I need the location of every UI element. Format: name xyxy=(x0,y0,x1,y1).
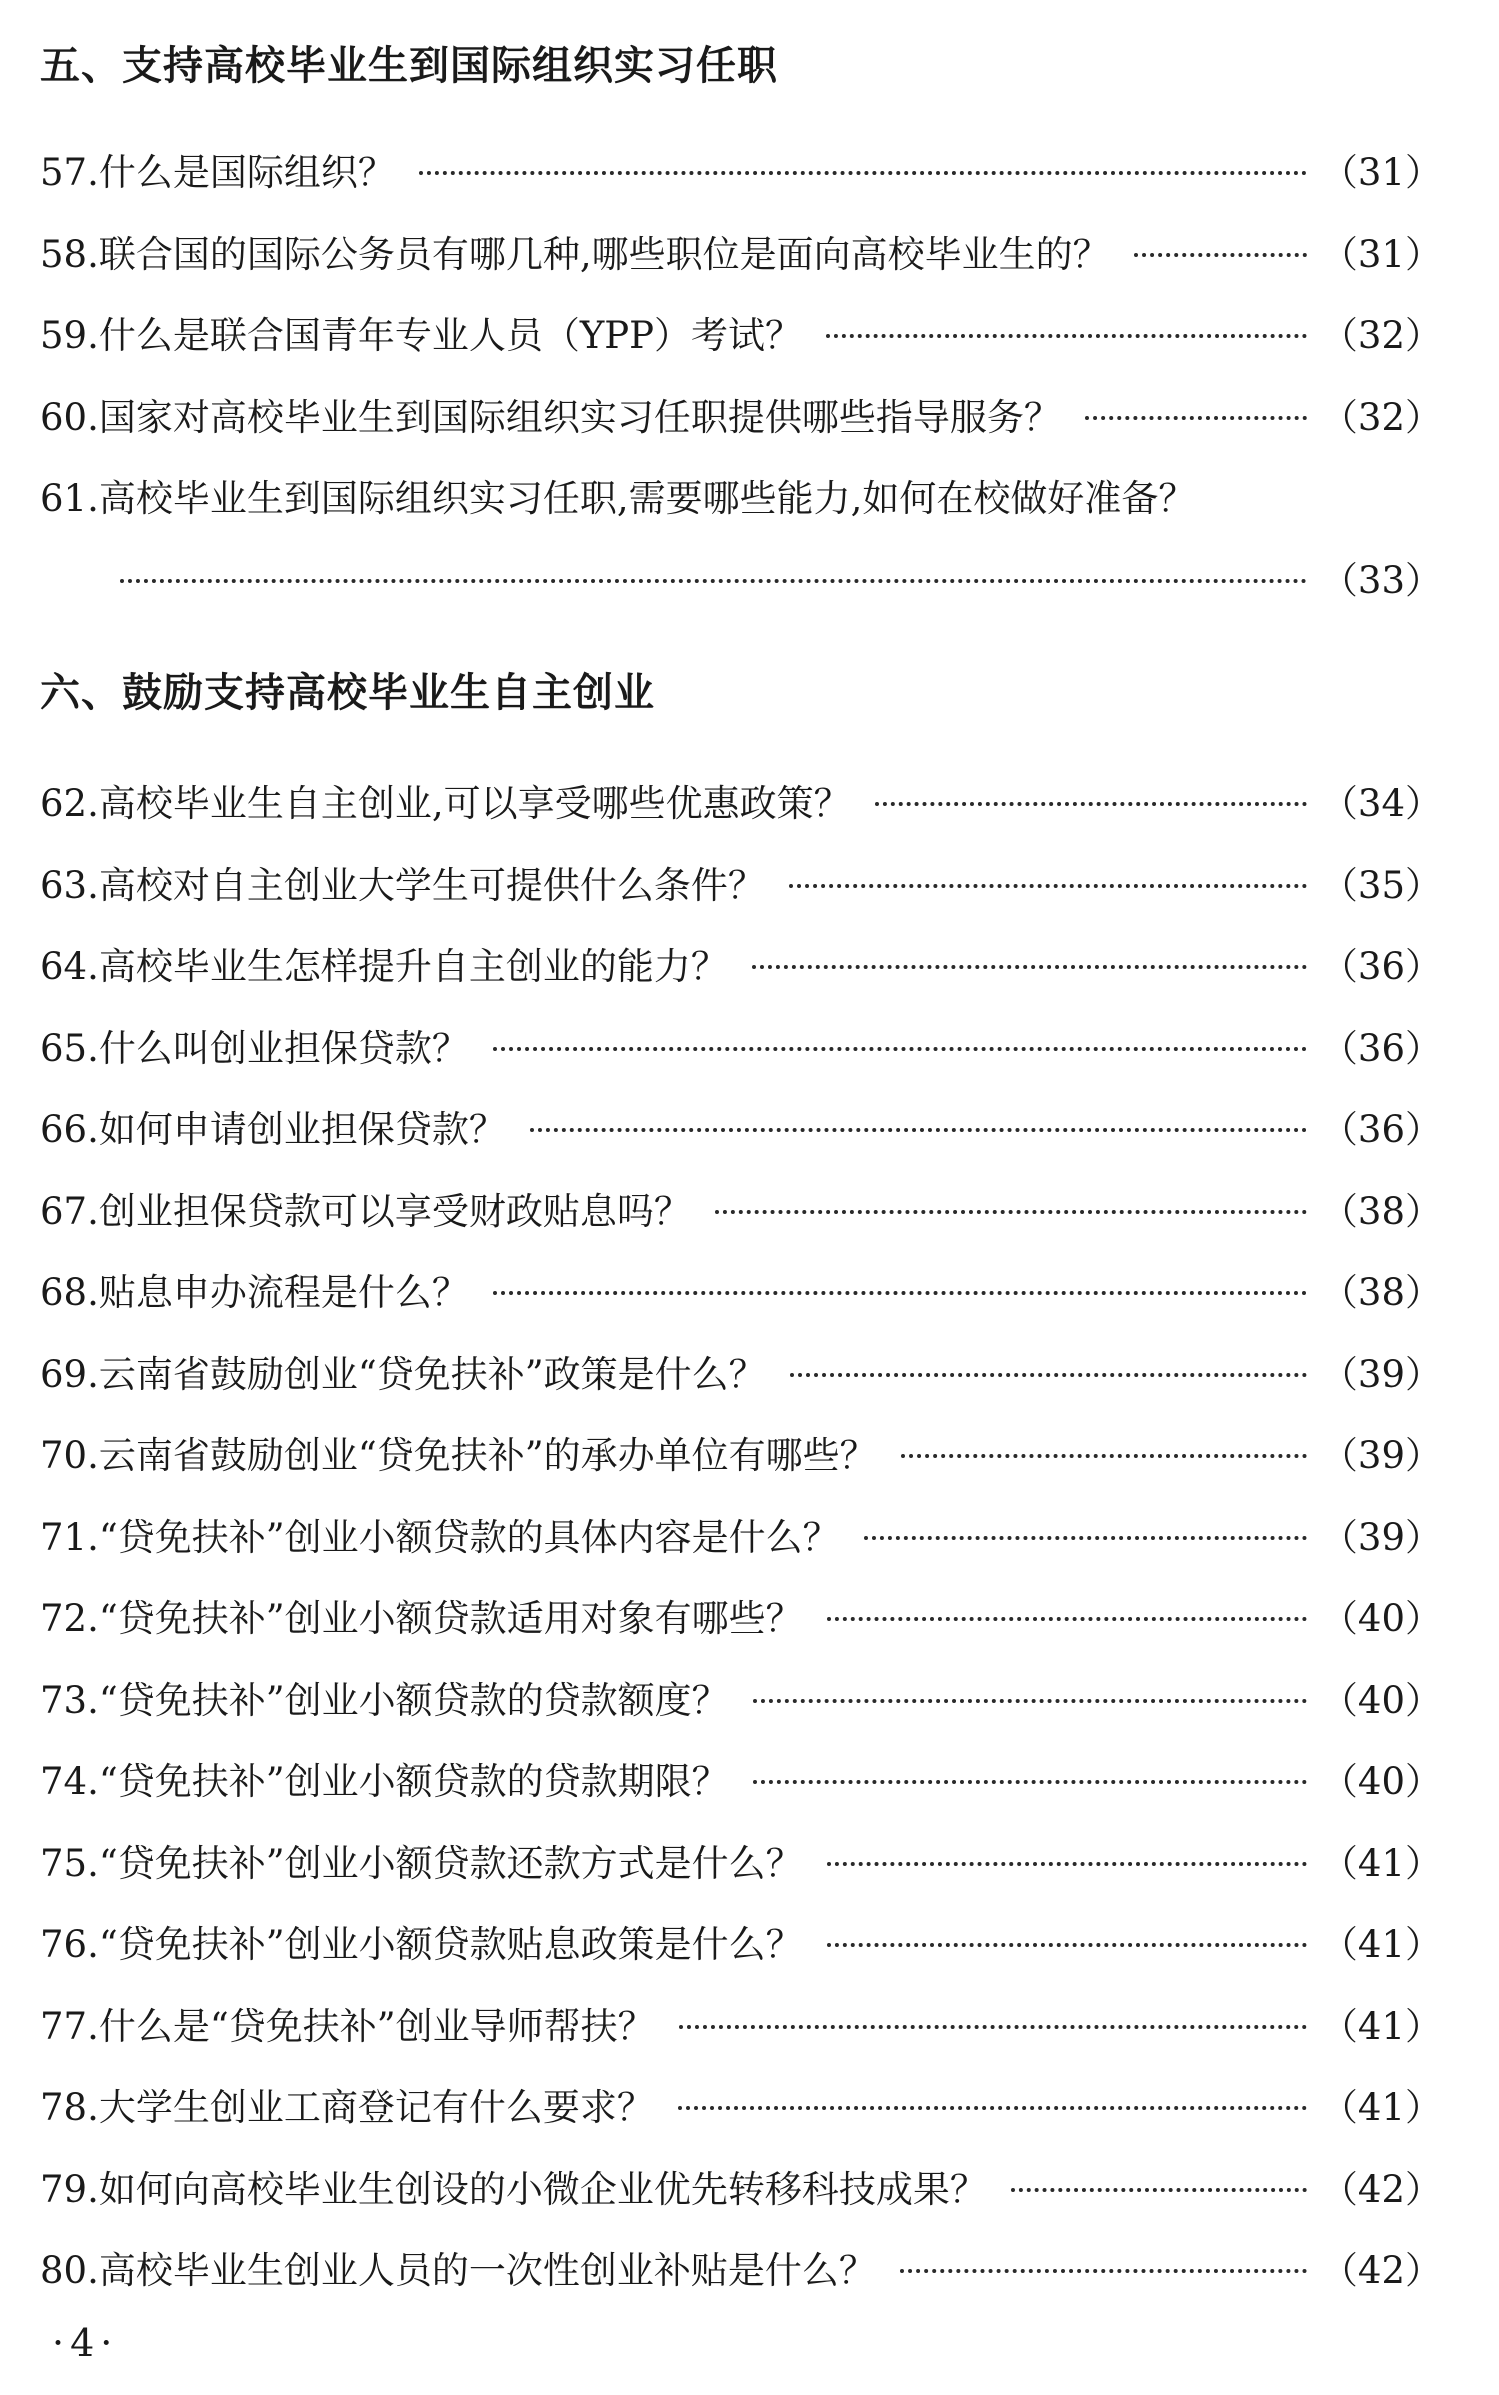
dot-leader xyxy=(827,1862,1307,1866)
entry-title: “贷免扶补”创业小额贷款适用对象有哪些？ xyxy=(98,1597,803,1640)
entry-number: 69. xyxy=(40,1352,99,1396)
toc-entry xyxy=(40,1171,1442,1253)
entry-page: （39） xyxy=(1320,1515,1442,1559)
entry-page: （39） xyxy=(1320,1352,1442,1396)
entry-number: 72. xyxy=(40,1597,99,1640)
toc-entry xyxy=(40,1904,1442,1986)
entry-page: （32） xyxy=(1320,314,1442,357)
dot-leader xyxy=(875,802,1307,806)
dot-leader xyxy=(753,1699,1307,1703)
entry-title: “贷免扶补”创业小额贷款还款方式是什么？ xyxy=(98,1841,803,1885)
dot-leader xyxy=(753,1780,1307,1784)
entry-page: （35） xyxy=(1320,863,1442,907)
entry-page: （38） xyxy=(1320,1271,1442,1314)
toc-entry xyxy=(40,1415,1442,1497)
entry-number: 63. xyxy=(40,863,99,907)
dot-leader xyxy=(1085,416,1307,420)
entry-title: 高校毕业生自主创业,可以享受哪些优惠政策？ xyxy=(98,782,851,825)
entry-page: （40） xyxy=(1320,1678,1442,1722)
dot-leader xyxy=(679,2025,1307,2029)
toc-entry xyxy=(40,214,1442,296)
entry-title: 高校毕业生怎样提升自主创业的能力？ xyxy=(98,945,728,988)
entry-title: 高校毕业生创业人员的一次性创业补贴是什么？ xyxy=(98,2249,876,2292)
dot-leader xyxy=(715,1210,1307,1214)
dot-leader xyxy=(827,1617,1307,1621)
entry-title: 高校对自主创业大学生可提供什么条件？ xyxy=(98,863,765,907)
toc-entry xyxy=(40,1741,1442,1823)
dot-leader xyxy=(1134,253,1307,257)
toc-entry xyxy=(40,1660,1442,1742)
entry-number: 67. xyxy=(40,1189,99,1233)
toc-list xyxy=(40,763,1442,2312)
entry-number: 73. xyxy=(40,1678,99,1722)
entry-page: （36） xyxy=(1320,1026,1442,1070)
entry-number: 80. xyxy=(40,2249,99,2292)
dot-leader xyxy=(120,579,1307,583)
toc-entry xyxy=(40,377,1442,459)
entry-title: “贷免扶补”创业小额贷款的贷款额度？ xyxy=(98,1678,729,1722)
toc-entry xyxy=(40,1089,1442,1171)
toc-entry xyxy=(40,1252,1442,1334)
dot-leader xyxy=(419,171,1307,175)
entry-title: 云南省鼓励创业“贷免扶补”政策是什么？ xyxy=(98,1352,766,1396)
entry-page: （36） xyxy=(1320,1108,1442,1151)
entry-page: （41） xyxy=(1320,2086,1442,2129)
toc-entry xyxy=(40,2067,1442,2149)
dot-leader xyxy=(826,334,1307,338)
entry-number: 59. xyxy=(40,314,99,357)
toc-entry xyxy=(40,458,1442,540)
toc-entry xyxy=(40,1986,1442,2068)
entry-page: （39） xyxy=(1320,1434,1442,1477)
toc-entry xyxy=(40,295,1442,377)
entry-page: （38） xyxy=(1320,1189,1442,1233)
toc-entry xyxy=(40,132,1442,214)
toc-entry xyxy=(40,926,1442,1008)
toc-page xyxy=(40,30,1442,2312)
dot-leader xyxy=(827,1943,1307,1947)
entry-page: （40） xyxy=(1320,1760,1442,1803)
entry-title: 高校毕业生到国际组织实习任职,需要哪些能力,如何在校做好准备？ xyxy=(98,477,1196,520)
entry-number: 61. xyxy=(40,477,99,520)
entry-number: 76. xyxy=(40,1923,99,1966)
entry-title: “贷免扶补”创业小额贷款的具体内容是什么？ xyxy=(98,1515,840,1559)
toc-entry xyxy=(40,1008,1442,1090)
entry-title: “贷免扶补”创业小额贷款的贷款期限？ xyxy=(98,1760,729,1803)
toc-entry xyxy=(40,1578,1442,1660)
entry-page: （40） xyxy=(1320,1597,1442,1640)
entry-title: 创业担保贷款可以享受财政贴息吗？ xyxy=(98,1189,691,1233)
dot-leader xyxy=(678,2106,1307,2110)
dot-leader xyxy=(493,1047,1307,1051)
entry-page: （41） xyxy=(1320,1923,1442,1966)
toc-entry xyxy=(40,1823,1442,1905)
entry-number: 60. xyxy=(40,395,99,439)
toc-entry xyxy=(40,763,1442,845)
entry-title: 国家对高校毕业生到国际组织实习任职提供哪些指导服务？ xyxy=(98,395,1061,439)
entry-page: （31） xyxy=(1320,232,1442,276)
entry-title: 如何向高校毕业生创设的小微企业优先转移科技成果？ xyxy=(98,2167,987,2211)
entry-number: 70. xyxy=(40,1434,99,1477)
dot-leader xyxy=(752,965,1307,969)
entry-page: （42） xyxy=(1320,2249,1442,2292)
entry-number: 78. xyxy=(40,2086,99,2129)
entry-title: 大学生创业工商登记有什么要求？ xyxy=(98,2086,654,2129)
entry-title: 云南省鼓励创业“贷免扶补”的承办单位有哪些？ xyxy=(98,1434,877,1477)
entry-number: 57. xyxy=(40,151,99,194)
dot-leader xyxy=(493,1291,1307,1295)
entry-title: 联合国的国际公务员有哪几种,哪些职位是面向高校毕业生的？ xyxy=(98,232,1110,276)
entry-title: 什么是国际组织？ xyxy=(98,151,395,194)
entry-number: 68. xyxy=(40,1271,99,1314)
entry-title: 什么是联合国青年专业人员（YPP）考试？ xyxy=(98,314,803,357)
entry-number: 77. xyxy=(40,2004,99,2048)
entry-number: 58. xyxy=(40,232,99,276)
section-title: 五、支持高校毕业生到国际组织实习任职 xyxy=(40,43,778,89)
entry-number: 62. xyxy=(40,782,99,825)
toc-list xyxy=(40,132,1442,621)
entry-page: （34） xyxy=(1320,782,1442,825)
entry-number: 71. xyxy=(40,1515,99,1559)
entry-number: 65. xyxy=(40,1026,99,1070)
entry-page: （41） xyxy=(1320,1841,1442,1885)
dot-leader xyxy=(900,2269,1307,2273)
entry-title: “贷免扶补”创业小额贷款贴息政策是什么？ xyxy=(98,1923,803,1966)
toc-entry xyxy=(40,2230,1442,2312)
dot-leader xyxy=(790,1373,1307,1377)
entry-number: 64. xyxy=(40,945,99,988)
entry-title: 什么是“贷免扶补”创业导师帮扶？ xyxy=(98,2004,655,2048)
entry-page: （33） xyxy=(1320,558,1442,602)
entry-number: 75. xyxy=(40,1841,99,1885)
entry-page: （32） xyxy=(1320,395,1442,439)
entry-title: 如何申请创业担保贷款？ xyxy=(98,1108,506,1151)
dot-leader xyxy=(530,1128,1307,1132)
page-number: ·4· xyxy=(52,2321,119,2365)
entry-number: 66. xyxy=(40,1108,99,1151)
toc-entry xyxy=(40,1334,1442,1416)
dot-leader xyxy=(864,1536,1307,1540)
dot-leader xyxy=(789,884,1307,888)
entry-page: （42） xyxy=(1320,2167,1442,2211)
dot-leader xyxy=(1011,2188,1307,2192)
toc-entry xyxy=(40,845,1442,927)
entry-title: 贴息申办流程是什么？ xyxy=(98,1271,469,1314)
entry-number: 79. xyxy=(40,2167,99,2211)
entry-title: 什么叫创业担保贷款？ xyxy=(98,1026,469,1070)
entry-page: （36） xyxy=(1320,945,1442,988)
toc-entry xyxy=(40,2149,1442,2231)
entry-number: 74. xyxy=(40,1760,99,1803)
dot-leader xyxy=(901,1454,1307,1458)
entry-page: （41） xyxy=(1320,2004,1442,2048)
toc-entry xyxy=(40,1497,1442,1579)
section-title: 六、鼓励支持高校毕业生自主创业 xyxy=(40,670,655,716)
toc-entry-continuation xyxy=(40,540,1442,622)
entry-page: （31） xyxy=(1320,151,1442,194)
